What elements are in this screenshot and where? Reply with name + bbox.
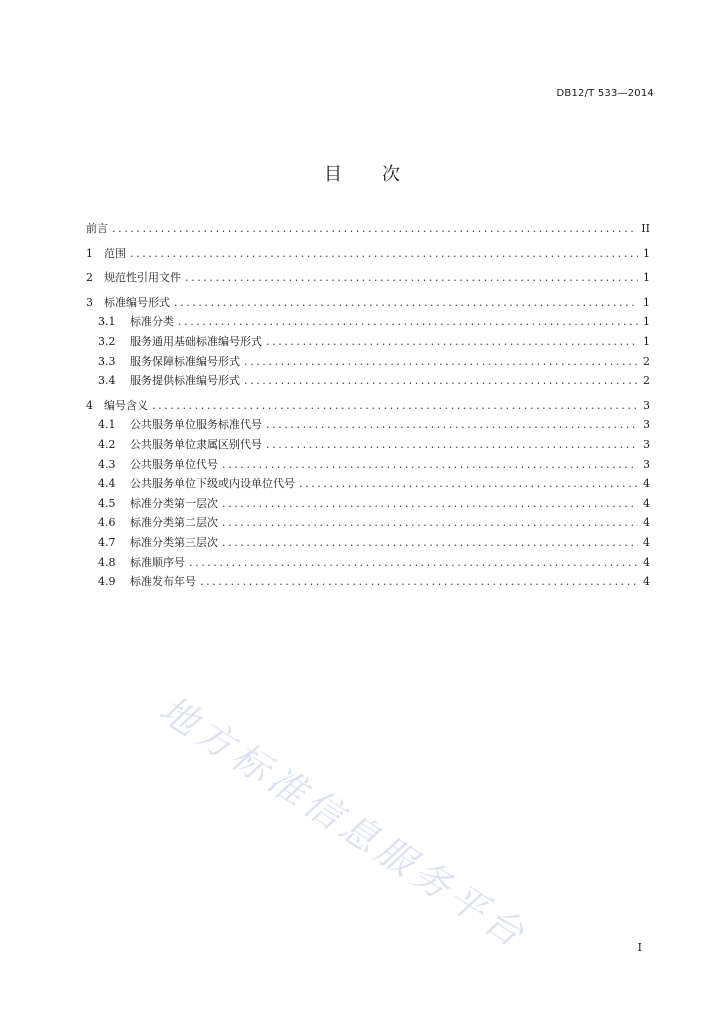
toc-entry-number: 4.7	[98, 535, 116, 549]
toc-entry-4-6[interactable]	[86, 513, 650, 533]
toc-entry-4-7[interactable]	[86, 533, 650, 553]
toc-entry-3-2[interactable]	[86, 332, 650, 352]
toc-entry-3[interactable]	[86, 293, 650, 313]
toc-entry-page: 3	[643, 418, 650, 432]
toc-entry-4-3[interactable]	[86, 455, 650, 475]
toc-entry-number: 4	[86, 398, 93, 412]
toc-leader	[244, 352, 638, 372]
page-number: I	[637, 941, 642, 954]
toc-leader	[222, 513, 638, 533]
toc-entry-label: 标准发布年号	[130, 575, 196, 589]
toc-entry-3-4[interactable]	[86, 371, 650, 391]
toc-entry-page: 4	[643, 477, 650, 491]
toc-entry-page: 1	[643, 246, 650, 260]
watermark: 地方标准信息服务平台	[151, 687, 536, 958]
toc-entry-number: 4.4	[98, 477, 116, 491]
toc-entry-3-3[interactable]	[86, 352, 650, 372]
toc-entry-label: 标准顺序号	[130, 555, 185, 569]
toc-entry-label: 标准分类第三层次	[130, 535, 218, 549]
toc-entry-page: 2	[643, 354, 650, 368]
toc-entry-label: 标准分类第二层次	[130, 516, 218, 530]
toc-entry-label: 前言	[86, 222, 108, 235]
toc-title	[0, 160, 724, 186]
toc-entry-page: 3	[643, 398, 650, 412]
toc-leader	[152, 396, 638, 416]
toc-entry-number: 3.1	[98, 315, 116, 329]
toc-leader	[222, 455, 638, 475]
toc-entry-page: 1	[643, 334, 650, 348]
toc-leader	[266, 332, 638, 352]
toc-entry-4-2[interactable]	[86, 435, 650, 455]
toc-entry-label: 标准分类第一层次	[130, 496, 218, 510]
standard-code: DB12/T 533—2014	[556, 88, 654, 99]
toc-entry-number: 4.8	[98, 555, 116, 569]
toc-entry-4-9[interactable]	[86, 572, 650, 592]
toc-entry-label: 公共服务单位下级或内设单位代号	[130, 477, 295, 491]
toc-entry-4-4[interactable]	[86, 474, 650, 494]
toc-title-part1: 目	[324, 164, 342, 185]
toc-entry-number: 3.4	[98, 374, 116, 388]
toc-entry-page: 3	[643, 437, 650, 451]
toc-entry-page: 4	[643, 575, 650, 589]
toc-leader	[299, 474, 638, 494]
toc-entry-4-5[interactable]	[86, 494, 650, 514]
toc-leader	[244, 371, 638, 391]
toc-leader	[266, 415, 638, 435]
toc-entry-number: 4.9	[98, 575, 116, 589]
toc-leader	[130, 244, 638, 264]
toc-entry-page: 2	[643, 374, 650, 388]
table-of-contents	[86, 219, 650, 592]
toc-entry-page: II	[641, 222, 650, 235]
toc-leader	[222, 494, 638, 514]
toc-entry-page: 4	[643, 555, 650, 569]
toc-leader	[112, 219, 637, 239]
toc-entry-label: 编号含义	[104, 398, 148, 412]
toc-leader	[200, 572, 638, 592]
toc-entry-2[interactable]	[86, 268, 650, 288]
toc-entry-page: 1	[643, 271, 650, 285]
toc-entry-number: 4.2	[98, 437, 116, 451]
toc-entry-label: 范围	[104, 246, 126, 260]
toc-entry-label: 服务提供标准编号形式	[130, 374, 240, 388]
toc-entry-label: 公共服务单位隶属区别代号	[130, 437, 262, 451]
toc-entry-number: 3.2	[98, 334, 116, 348]
toc-leader	[178, 312, 638, 332]
toc-entry-number: 4.5	[98, 496, 116, 510]
toc-entry-label: 公共服务单位服务标准代号	[130, 418, 262, 432]
toc-entry-1[interactable]	[86, 244, 650, 264]
toc-entry-foreword[interactable]	[86, 219, 650, 239]
toc-entry-label: 公共服务单位代号	[130, 457, 218, 471]
toc-leader	[222, 533, 638, 553]
toc-entry-label: 标准编号形式	[104, 295, 170, 309]
toc-leader	[189, 553, 638, 573]
toc-leader	[266, 435, 638, 455]
toc-entry-label: 规范性引用文件	[104, 271, 181, 285]
toc-entry-page: 1	[643, 295, 650, 309]
toc-entry-4-1[interactable]	[86, 415, 650, 435]
toc-entry-label: 服务保障标准编号形式	[130, 354, 240, 368]
toc-entry-number: 4.1	[98, 418, 116, 432]
toc-entry-number: 2	[86, 271, 93, 285]
toc-entry-page: 4	[643, 535, 650, 549]
toc-entry-number: 4.6	[98, 516, 116, 530]
toc-entry-page: 3	[643, 457, 650, 471]
toc-entry-number: 3	[86, 295, 93, 309]
toc-title-part2: 次	[382, 164, 400, 185]
toc-leader	[185, 268, 638, 288]
toc-entry-page: 4	[643, 496, 650, 510]
toc-entry-page: 1	[643, 315, 650, 329]
toc-entry-number: 3.3	[98, 354, 116, 368]
toc-entry-3-1[interactable]	[86, 312, 650, 332]
toc-entry-page: 4	[643, 516, 650, 530]
toc-entry-label: 服务通用基础标准编号形式	[130, 334, 262, 348]
toc-entry-4[interactable]	[86, 396, 650, 416]
toc-leader	[174, 293, 638, 313]
toc-entry-label: 标准分类	[130, 315, 174, 329]
toc-entry-4-8[interactable]	[86, 553, 650, 573]
toc-entry-number: 4.3	[98, 457, 116, 471]
toc-entry-number: 1	[86, 246, 93, 260]
